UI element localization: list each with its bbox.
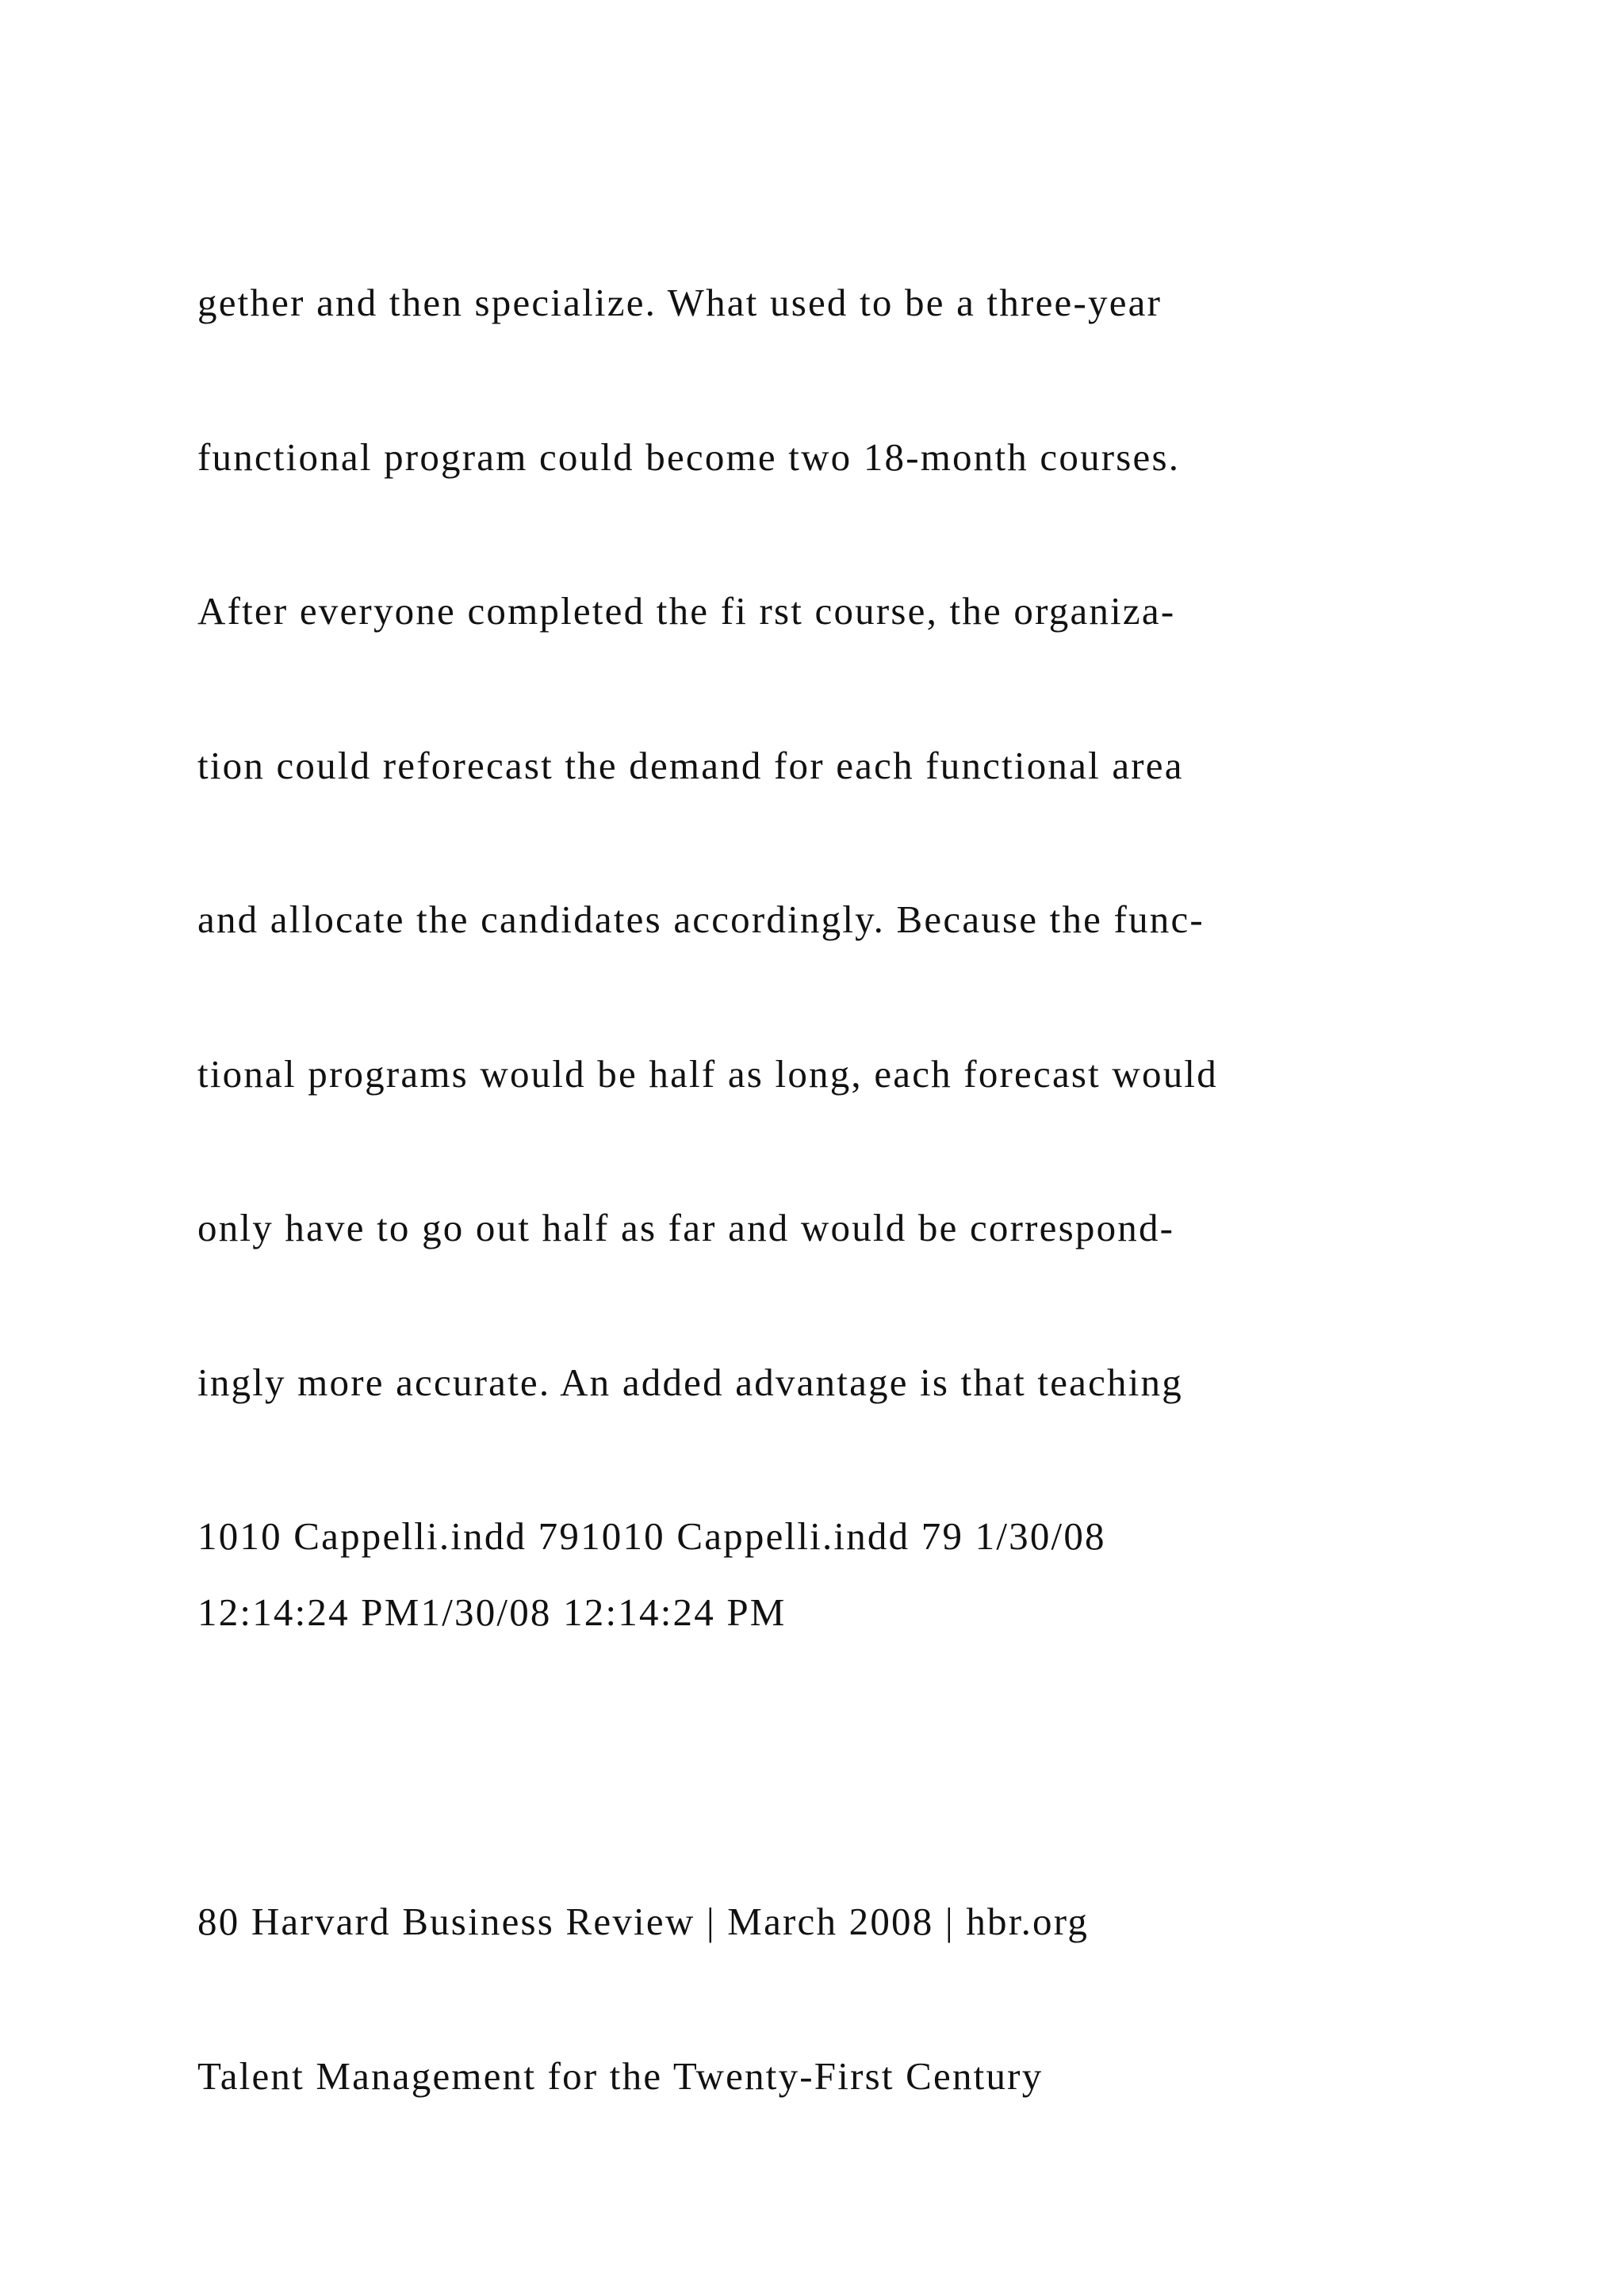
running-title: Talent Management for the Twenty-First Century (197, 2054, 1044, 2098)
folio: 80 Harvard Business Review | March 2008 | hbr.org (197, 1900, 1090, 1943)
body-line-8: ingly more accurate. An added advantage is that teaching (197, 1360, 1183, 1404)
body-line-5: and allocate the candidates accordingly. Because the func- (197, 897, 1205, 941)
body-line-2: functional program could become two 18-month courses. (197, 435, 1181, 479)
body-line-7: only have to go out half as far and would be correspond- (197, 1206, 1175, 1249)
body-line-1: gether and then specialize. What used to be a three-year (197, 281, 1162, 324)
body-line-3: After everyone completed the fi rst course, the organiza- (197, 589, 1176, 633)
slug-line-2: 12:14:24 PM1/30/08 12:14:24 PM (197, 1590, 787, 1634)
body-line-4: tion could reforecast the demand for each functional area (197, 744, 1184, 787)
slug-line-1: 1010 Cappelli.indd 791010 Cappelli.indd 79 1/30/08 (197, 1514, 1106, 1558)
body-line-6: tional programs would be half as long, each forecast would (197, 1052, 1218, 1096)
